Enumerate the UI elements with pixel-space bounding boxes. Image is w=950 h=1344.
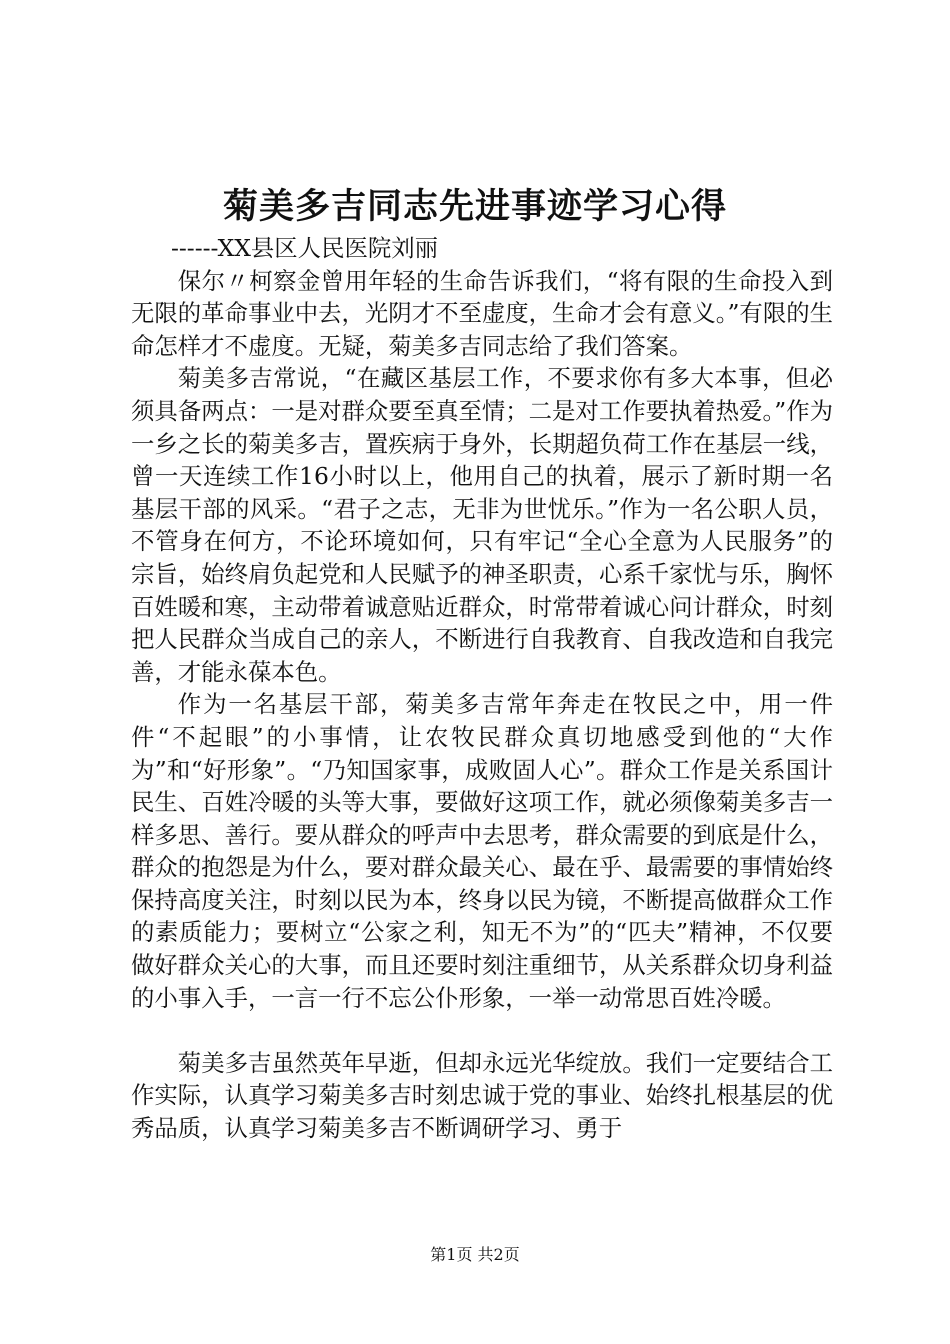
author-byline: ------XX县区人民医院刘丽 <box>171 234 439 262</box>
paragraph-3: 作为一名基层干部，菊美多吉常年奔走在牧民之中，用一件件“不起眼”的小事情，让农牧民群众真切地感受到他的“大作为”和“好形象”。“乃知国家事，成败固人心”。群众工作是关系国计民生、百姓冷暖的头等大事，要做好这项工作，就必须像菊美多吉一样多思、善行。要从群众的呼声中去思考，群众需要的到底是什么，群众的抱怨是为什么，要对群众最关心、最在乎、最需要的事情始终保持高度关注，时刻以民为本，终身以民为镜，不断提高做群众工作的素质能力；要树立“公家之利，知无不为”的“匹夫”精神，不仅要做好群众关心的大事，而且还要时刻注重细节，从关系群众切身利益的小事入手，一言一行不忘公仆形象，一举一动常思百姓冷暖。 <box>131 690 833 1012</box>
paragraph-1: 保尔〃柯察金曾用年轻的生命告诉我们，“将有限的生命投入到无限的革命事业中去，光阴才不至虚度，生命才会有意义。”有限的生命怎样才不虚度。无疑，菊美多吉同志给了我们答案。 <box>131 266 833 360</box>
page-number-footer: 第1页 共2页 <box>430 1245 520 1264</box>
paragraph-4: 菊美多吉虽然英年早逝，但却永远光华绽放。我们一定要结合工作实际，认真学习菊美多吉时刻忠诚于党的事业、始终扎根基层的优秀品质，认真学习菊美多吉不断调研学习、勇于 <box>131 1048 833 1143</box>
document-body <box>131 232 833 1145</box>
document-title: 菊美多吉同志先进事迹学习心得 <box>222 186 727 227</box>
paragraph-2: 菊美多吉常说，“在藏区基层工作，不要求你有多大本事，但必须具备两点：一是对群众要至真至情；二是对工作要执着热爱。”作为一乡之长的菊美多吉，置疾病于身外，长期超负荷工作在基层一线，曾一天连续工作16小时以上，他用自己的执着，展示了新时期一名基层干部的风采。“君子之志，无非为世忧乐。”作为一名公职人员，不管身在何方，不论环境如何，只有牢记“全心全意为人民服务”的宗旨，始终肩负起党和人民赋予的神圣职责，心系千家忧与乐，胸怀百姓暖和寒，主动带着诚意贴近群众，时常带着诚心问计群众，时刻把人民群众当成自己的亲人，不断进行自我教育、自我改造和自我完善，才能永葆本色。 <box>131 364 833 686</box>
